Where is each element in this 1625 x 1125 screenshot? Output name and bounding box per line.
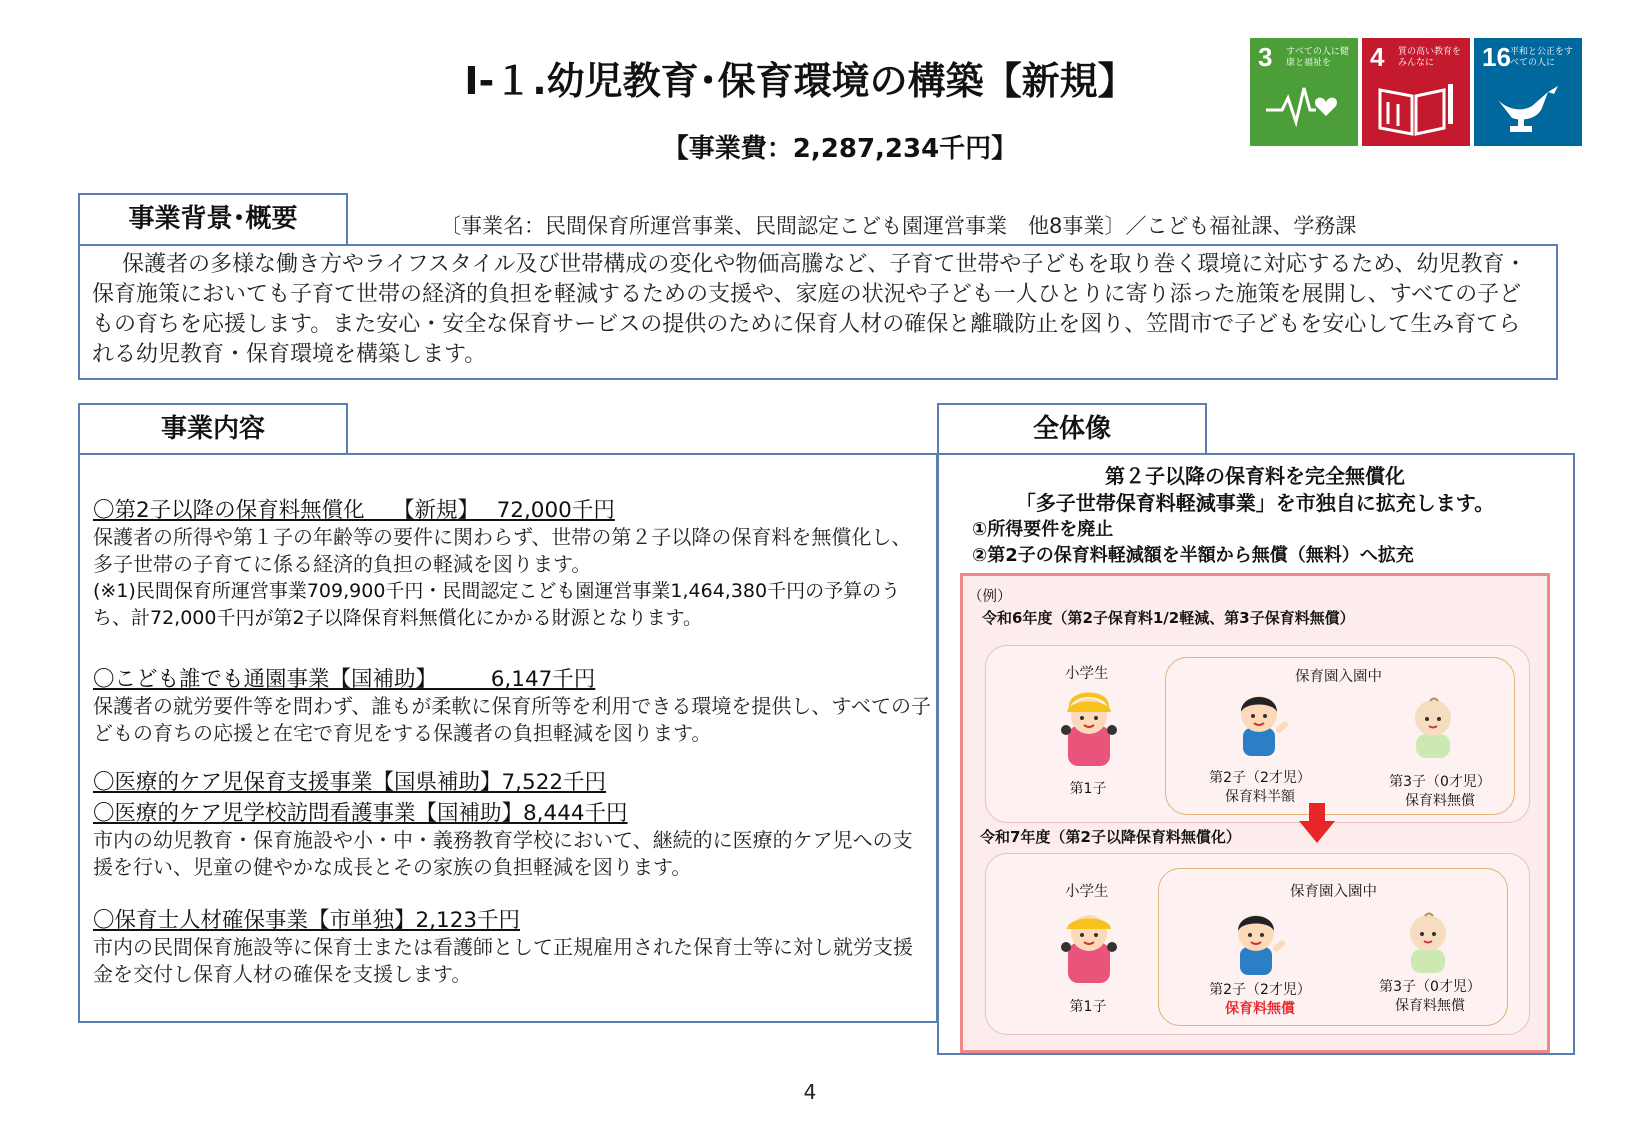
item-heading: 〇保育士人材確保事業【市単独】2,123千円 <box>93 908 521 933</box>
sdg-label: 平和と公正をすべての人に <box>1510 47 1574 68</box>
sdg-4-badge <box>1362 38 1470 146</box>
nursery-label: 保育園入園中 <box>1295 669 1382 685</box>
overview-point-2: ②第2子の保育料軽減額を半額から無償（無料）へ拡充 <box>972 545 1414 566</box>
r6-label: 令和6年度（第2子保育料1/2軽減、第3子保育料無償） <box>982 609 1355 627</box>
item-note: (※1)民間保育所運営事業709,900千円・民間認定こども園運営事業1,464,380千円の予算のうち、計72,000千円が第2子以降保育料無償化にかかる財源となります。 <box>93 580 901 629</box>
item-heading: 〇医療的ケア児保育支援事業【国県補助】7,522千円 <box>93 770 607 795</box>
first-child-label: 第1子 <box>1069 999 1107 1015</box>
sdg-number: 4 <box>1370 42 1385 72</box>
overview-point-1: ①所得要件を廃止 <box>972 519 1114 540</box>
r7-second-fee: 保育料無償 <box>1225 1001 1295 1017</box>
page-number: 4 <box>803 1080 817 1104</box>
item-body: 市内の民間保育施設等に保育士または看護師として正規雇用された保育士等に対し就労支援金を交付し保育人材の確保を支援します。 <box>93 935 913 986</box>
sdg-16-badge <box>1474 38 1582 146</box>
r6-second-child-label <box>1190 769 1330 807</box>
dove-icon <box>1488 80 1568 138</box>
content-item-4 <box>93 903 933 988</box>
item-body: 保護者の就労要件等を問わず、誰もが柔軟に保育所等を利用できる環境を提供し、すべての子どもの育ちの応援と在宅で育児をする保護者の負担軽減を図ります。 <box>93 694 931 745</box>
r7-second-child: 第2子（2才児） <box>1209 982 1311 998</box>
toddler-icon <box>1222 905 1292 985</box>
item-body: 保護者の所得や第１子の年齢等の要件に関わらず、世帯の第２子以降の保育料を無償化し、多子世帯の子育てに係る経済的負担の軽減を図ります。 <box>93 525 912 576</box>
r6-third-fee: 保育料無償 <box>1405 793 1475 809</box>
item-heading: 〇第2子以降の保育料無償化 【新規】 72,000千円 <box>93 498 615 523</box>
arrow-down-icon <box>1297 803 1337 845</box>
business-cost: 【事業費：2,287,234千円】 <box>662 134 1018 164</box>
content-item-3 <box>93 765 933 881</box>
r7-third-child-label <box>1360 978 1500 1016</box>
baby-icon <box>1395 905 1461 981</box>
content-item-2 <box>93 662 933 747</box>
r7-label: 令和7年度（第2子以降保育料無償化） <box>980 828 1241 846</box>
sdg-number: 3 <box>1258 42 1273 72</box>
item-heading: 〇こども誰でも通園事業【国補助】 6,147千円 <box>93 667 596 692</box>
sdg-3-badge <box>1250 38 1358 146</box>
overview-heading-1: 第２子以降の保育料を完全無償化 <box>1105 464 1405 488</box>
sdg-label: すべての人に健康と福祉を <box>1286 47 1349 68</box>
nursery-label: 保育園入園中 <box>1290 884 1377 900</box>
elementary-child-icon <box>1052 903 1126 989</box>
business-names: 〔事業名：民間保育所運営事業、民間認定こども園運営事業 他8事業〕／こども福祉課、学務課 <box>440 214 1357 238</box>
item-body: 市内の幼児教育・保育施設や小・中・義務教育学校において、継続的に医療的ケア児への支援を行い、児童の健やかな成長とその家族の負担軽減を図ります。 <box>93 828 913 879</box>
content-tab: 事業内容 <box>78 403 348 455</box>
r6-second-child: 第2子（2才児） <box>1209 770 1311 786</box>
background-text: 保護者の多様な働き方やライフスタイル及び世帯構成の変化や物価高騰など、子育て世帯や子どもを取り巻く環境に対応するため、幼児教育・保育施策においても子育て世帯の経済的負担を軽減するための支援や、家庭の状況や子ども一人ひとりに寄り添った施策を展開し、すべての子どもの育ちを応援します。また安心・安全な保育サービスの提供のために保育人材の確保と離職防止を図り、笠間市で子どもを安心して生み育てられる幼児教育・保育環境を構築します。 <box>92 252 1527 367</box>
background-tab: 事業背景･概要 <box>78 193 348 245</box>
page-title: Ⅰ-１.幼児教育･保育環境の構築【新規】 <box>464 59 1136 103</box>
elementary-child-icon <box>1052 686 1126 772</box>
r6-second-fee: 保育料半額 <box>1225 789 1295 805</box>
example-label: （例） <box>968 589 1012 605</box>
first-child-label: 第1子 <box>1069 781 1107 797</box>
item-heading: 〇医療的ケア児学校訪問看護事業【国補助】8,444千円 <box>93 801 628 826</box>
r7-third-fee: 保育料無償 <box>1395 998 1465 1014</box>
r7-second-child-label <box>1190 981 1330 1019</box>
heartbeat-icon <box>1264 80 1344 130</box>
book-icon <box>1376 80 1456 138</box>
overview-tab: 全体像 <box>937 403 1207 455</box>
toddler-icon <box>1225 686 1295 766</box>
r6-third-child-label <box>1370 773 1510 811</box>
elementary-label: 小学生 <box>1065 666 1109 682</box>
baby-icon <box>1400 690 1466 766</box>
r6-third-child: 第3子（0才児） <box>1389 774 1491 790</box>
content-item-1 <box>93 493 933 632</box>
elementary-label: 小学生 <box>1065 884 1109 900</box>
sdg-label: 質の高い教育をみんなに <box>1398 47 1462 68</box>
sdg-number: 16 <box>1482 42 1511 72</box>
overview-heading-2: 「多子世帯保育料軽減事業」を市独自に拡充します。 <box>1015 491 1495 515</box>
r7-third-child: 第3子（0才児） <box>1379 979 1481 995</box>
